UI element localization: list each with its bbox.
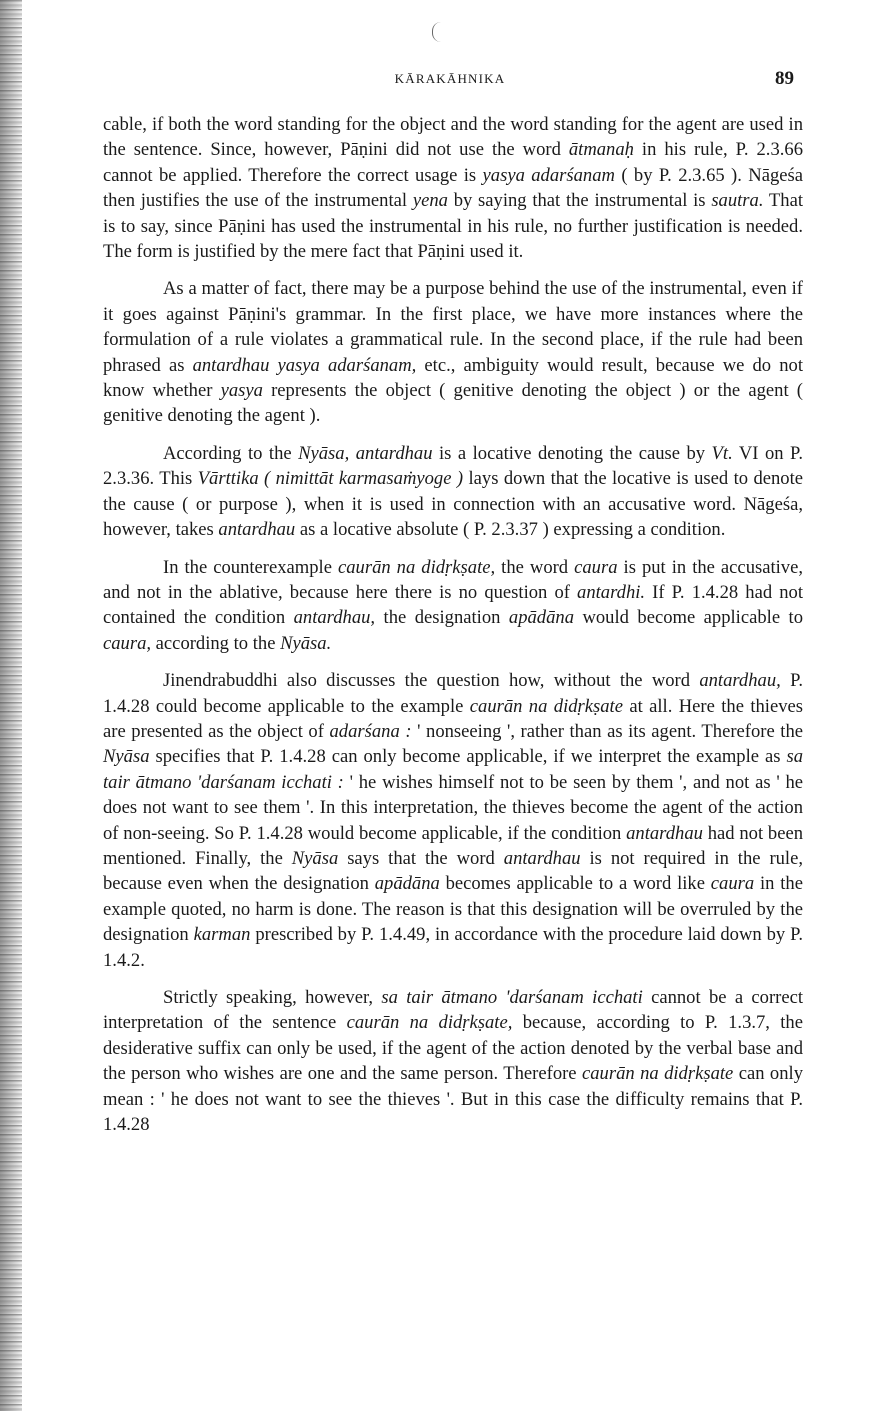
text-run: in his rule, P. 2.3.66 cannot be applied. Therefore the correct usage is [103,139,803,186]
italic-term: sa tair ātmano 'darśanam icchati : [103,746,803,793]
italic-term: Nyāsa [291,847,339,869]
running-head: KĀRAKĀHNIKA [394,71,506,86]
italic-term: adarśana : [329,720,412,742]
italic-term: Nyāsa. [280,632,332,654]
text-run: P. 1.4.28 could become applicable to the example [103,670,803,717]
scan-edge-shadow [0,0,22,1411]
text-run: at all. Here the thieves are presented as the object of [103,695,803,742]
text-run: is not required in the rule, because even when the designation [103,847,803,895]
italic-term: antardhau, [293,607,376,629]
text-run: Strictly speaking, however, [163,987,382,1008]
italic-term: antardhau, [699,670,781,692]
italic-term: caurān na didṛkṣate, [337,556,496,578]
text-run: cable, if both the word standing for the object and the word standing for the agent are used in the sentence. Since, however, Pāṇini did not use the word [103,114,803,161]
text-run: ' he wishes himself not to be seen by them ', and not as ' he does not want to see them '. In this interpretation, the thieves become the agent of the action of non-seeing. So P. 1.4.28 would become applicable, if the condition [103,771,804,844]
text-run: In the counterexample [163,556,338,578]
italic-term: ātmanaḥ [568,139,634,161]
text-run: the word [495,556,575,578]
italic-term: apādāna [374,873,440,895]
page-number: 89 [775,68,794,89]
text-run: cannot be a correct interpretation of the sentence [103,987,803,1034]
text-run: prescribed by P. 1.4.49, in accordance with the procedure laid down by P. 1.4.2. [103,924,804,971]
stray-pen-mark [432,22,441,42]
italic-term: sautra. [711,190,764,212]
text-run: If P. 1.4.28 had not contained the condition [103,581,803,629]
italic-term: Nyāsa [103,746,150,768]
italic-term: karman [193,924,251,946]
paragraph [103,555,803,657]
text-run: as a locative absolute ( P. 2.3.37 ) expressing a condition. [295,519,726,541]
text-run: because, according to P. 1.3.7, the desiderative suffix can only be used, if the agent of the action denoted by the verbal base and the person who wishes are one and the same person. Therefore [103,1012,803,1085]
italic-term: antardhau [503,847,581,869]
italic-term: antardhau [626,822,703,844]
text-run: According to the [163,442,299,464]
text-run: ' nonseeing ', rather than as its agent. Therefore the [411,720,803,742]
text-run: That is to say, since Pāṇini has used the instrumental in his rule, no further justification is needed. The form is justified by the mere fact that Pāṇini used it. [103,190,803,263]
text-run: is a locative denoting the cause by [432,442,712,464]
italic-term: sa tair ātmano 'darśanam icchati [381,987,643,1008]
text-run: can only mean : ' he does not want to see the thieves '. But in this case the difficulty remains that P. 1.4.28 [103,1063,803,1136]
italic-term: Vt. [711,442,733,464]
italic-term: caura [574,556,618,578]
paragraph [103,276,803,428]
text-run: is put in the accusative, and not in the ablative, because here there is no question of [103,556,804,603]
text-run: represents the object ( genitive denoting the object ) or the agent ( genitive denoting the agent ). [103,380,803,427]
italic-term: caura, [103,632,152,654]
paragraph [103,668,803,973]
text-run: by saying that the instrumental is [447,190,712,212]
italic-term: antardhau [218,519,296,541]
body-text [103,112,803,1149]
italic-term: apādāna [508,607,574,629]
text-run: becomes applicable to a word like [439,873,711,895]
italic-term: caurān na didṛkṣate, [346,1012,513,1034]
paragraph [103,112,803,264]
italic-term: Nyāsa, antardhau [298,442,433,464]
text-run: As a matter of fact, there may be a purpose behind the use of the instrumental, even if it goes against Pāṇini's grammar. In the first place, we have more instances where the formulation of a rule violates a grammatical rule. In the second place, if the rule had been phrased as [103,278,803,376]
text-run: VI on P. 2.3.36. This [103,442,803,490]
page-header [100,68,800,92]
italic-term: caurān na didṛkṣate [581,1063,734,1085]
italic-term: Vārttika ( nimittāt karmasaṁyoge ) [197,468,464,490]
text-run: according to the [151,632,281,654]
text-run: ( by P. 2.3.65 ). Nāgeśa then justifies the use of the instrumental [103,164,803,212]
text-run: says that the word [338,847,504,869]
text-run: lays down that the locative is used to denote the cause ( or purpose ), when it is used in connection with an accusative word. Nāgeśa, however, takes [103,468,804,541]
text-run: in the example quoted, no harm is done. The reason is that this designation will be overruled by the designation [103,873,803,946]
paragraph [103,441,803,543]
italic-term: yasya adarśanam [482,164,615,186]
italic-term: yena [412,190,448,212]
text-run: Jinendrabuddhi also discusses the question how, without the word [163,670,700,692]
text-run: would become applicable to [573,607,803,629]
italic-term: caurān na didṛkṣate [469,695,623,717]
paragraph [103,985,803,1137]
text-run: had not been mentioned. Finally, the [103,822,803,869]
italic-term: yasya [220,380,263,402]
text-run: specifies that P. 1.4.28 can only become applicable, if we interpret the example as [149,746,787,768]
italic-term: caura [710,873,755,895]
text-run: etc., ambiguity would result, because we do not know whether [103,354,803,402]
italic-term: antardhau yasya adarśanam, [192,354,417,376]
italic-term: antardhi. [577,581,646,603]
text-run: the designation [375,607,509,629]
